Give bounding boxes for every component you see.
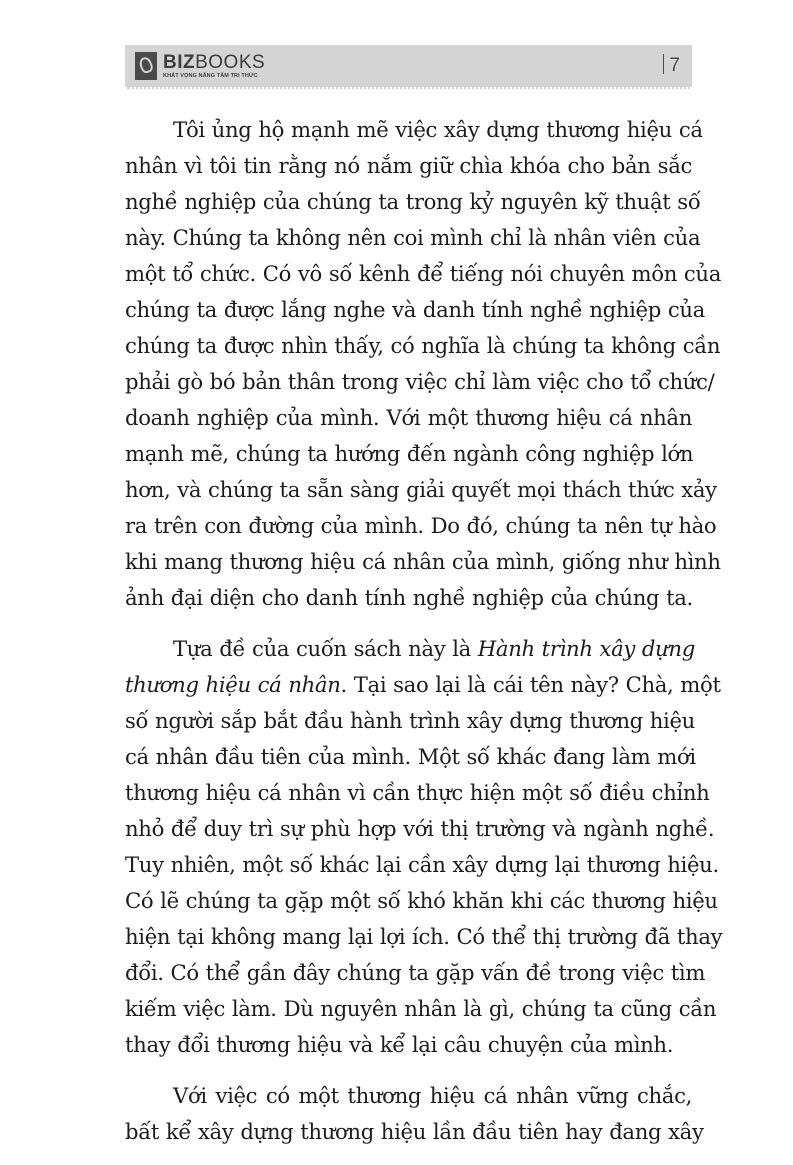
text-line: nhỏ để duy trì sự phù hợp với thị trường và ngành nghề. [125,816,715,841]
text-line [125,667,721,703]
text-line: chúng ta được lắng nghe và danh tính nghề nghiệp của [125,297,705,322]
text-line: doanh nghiệp của mình. Với một thương hiệu cá nhân [125,405,692,430]
page-body [125,112,723,1165]
bizbooks-logo-icon [135,52,157,80]
paragraph-1 [125,112,721,616]
text-line: phải gò bó bản thân trong việc chỉ làm việc cho tổ chức/ [125,369,715,394]
text-run: Tựa đề của cuốn sách này là [173,636,478,661]
page-number [663,54,680,77]
text-line: Với việc có một thương hiệu cá nhân vững chắc, [173,1083,692,1108]
text-line: ra trên con đường của mình. Do đó, chúng ta nên tự hào [125,513,717,538]
text-line: thay đổi thương hiệu và kể lại câu chuyện của mình. [125,1032,674,1057]
text-line: nhân vì tôi tin rằng nó nắm giữ chìa khóa cho bản sắc [125,153,692,178]
text-line: ảnh đại diện cho danh tính nghề nghiệp của chúng ta. [125,585,693,610]
text-line: chúng ta được nhìn thấy, có nghĩa là chúng ta không cần [125,333,721,358]
text-line: số người sắp bắt đầu hành trình xây dựng thương hiệu [125,708,695,733]
paragraph-3 [125,1078,704,1150]
brand-name-regular: BOOKS [195,51,266,73]
text-line: kiếm việc làm. Dù nguyên nhân là gì, chúng ta cũng cần [125,996,717,1021]
brand-tagline: KHÁT VỌNG NÂNG TẦM TRI THỨC [163,72,258,79]
text-line: Tôi ủng hộ mạnh mẽ việc xây dựng thương hiệu cá [173,117,703,142]
text-line: đổi. Có thể gần đây chúng ta gặp vấn đề trong việc tìm [125,960,706,985]
text-line: một tổ chức. Có vô số kênh để tiếng nói chuyên môn của [125,261,721,286]
text-line: cá nhân đầu tiên của mình. Một số khác đang làm mới [125,744,696,769]
text-run: . Tại sao lại là cái tên này? Chà, một [340,672,721,697]
text-line: hiện tại không mang lại lợi ích. Có thể thị trường đã thay [125,924,723,949]
brand-name-bold: BIZ [163,51,196,73]
logo-text [163,53,265,80]
text-line: mạnh mẽ, chúng ta hướng đến ngành công nghiệp lớn [125,441,694,466]
text-line: này. Chúng ta không nên coi mình chỉ là nhân viên của [125,225,701,250]
running-header [125,45,692,89]
text-line: khi mang thương hiệu cá nhân của mình, giống như hình [125,549,721,574]
text-line: nghề nghiệp của chúng ta trong kỷ nguyên kỹ thuật số [125,189,701,214]
text-line: Tuy nhiên, một số khác lại cần xây dựng lại thương hiệu. [125,852,719,877]
paragraph-2 [125,631,723,1063]
page-number-separator [663,54,664,74]
brand-name [163,53,265,72]
book-title-italic: thương hiệu cá nhân [125,672,341,697]
text-line: hơn, và chúng ta sẵn sàng giải quyết mọi thách thức xảy [125,477,717,502]
book-title-italic: Hành trình xây dựng [477,636,695,661]
page-number-value: 7 [669,55,680,76]
text-line [125,631,695,667]
publisher-logo [135,51,265,81]
text-line: thương hiệu cá nhân vì cần thực hiện một số điều chỉnh [125,780,710,805]
text-line: Có lẽ chúng ta gặp một số khó khăn khi các thương hiệu [125,888,718,913]
text-line: bất kể xây dựng thương hiệu lần đầu tiên hay đang xây [125,1119,704,1144]
